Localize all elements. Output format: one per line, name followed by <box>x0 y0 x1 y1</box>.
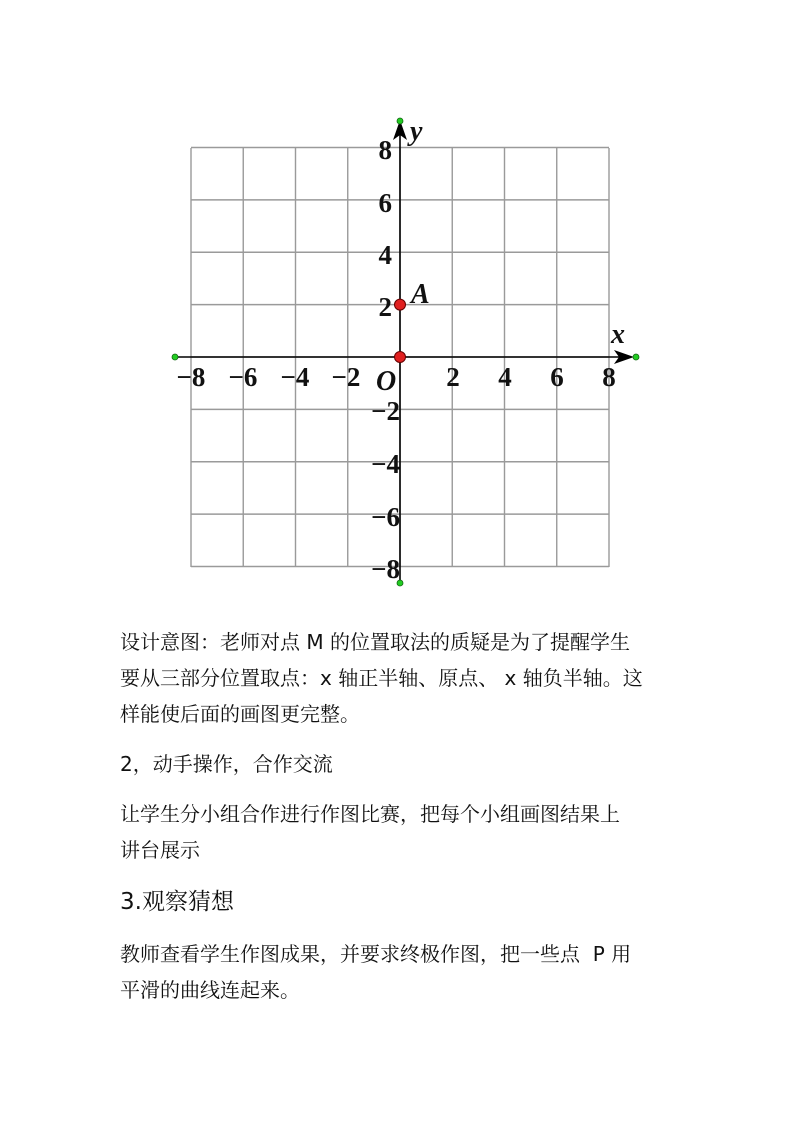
x-tick-label: −6 <box>228 362 258 392</box>
y-tick-label: −6 <box>371 502 400 532</box>
y-tick-label: −4 <box>371 449 400 479</box>
step-3-line-1: 教师查看学生作图成果，并要求终极作图，把一些点 P 用 <box>120 942 632 966</box>
design-intent-line-1: 设计意图：老师对点 M 的位置取法的质疑是为了提醒学生 <box>120 630 630 654</box>
point-a <box>395 299 406 310</box>
step-2-line-1: 让学生分小组合作进行作图比赛，把每个小组画图结果上 <box>120 802 620 826</box>
x-tick-label: −4 <box>280 362 310 392</box>
y-axis-top-handle <box>397 118 403 124</box>
step-3 <box>120 884 680 920</box>
step-2-line-2: 讲台展示 <box>120 838 200 862</box>
origin-point <box>395 352 406 363</box>
design-intent-line-2: 要从三部分位置取点：x 轴正半轴、原点、 x 轴负半轴。这 <box>120 666 643 690</box>
point-a-label: A <box>411 279 430 310</box>
origin-label: O <box>376 366 397 397</box>
y-tick-label: 2 <box>378 292 392 322</box>
design-intent-line-3: 样能使后面的画图更完整。 <box>120 702 360 726</box>
x-axis-label: x <box>611 319 625 350</box>
x-tick-label: 6 <box>550 362 564 392</box>
x-tick-label: 2 <box>446 362 460 392</box>
x-tick-label: 4 <box>498 362 512 392</box>
x-axis-start-handle <box>172 354 178 360</box>
body-text <box>120 624 680 732</box>
y-tick-label: −8 <box>371 554 400 584</box>
step-2-body <box>120 796 680 868</box>
axes <box>172 118 639 586</box>
y-tick-label: 6 <box>378 188 392 218</box>
y-tick-label: 4 <box>378 240 392 270</box>
step-2 <box>120 746 680 782</box>
y-axis-label: y <box>410 116 423 147</box>
x-tick-label: −8 <box>176 362 206 392</box>
step-3-line-2: 平滑的曲线连起来。 <box>120 978 300 1002</box>
x-axis-end-handle <box>633 354 639 360</box>
y-tick-label: −2 <box>371 396 400 426</box>
y-tick-label: 8 <box>378 135 392 165</box>
x-tick-label: 8 <box>602 362 616 392</box>
step-2-title: 2，动手操作，合作交流 <box>120 752 333 776</box>
step-3-heading: 3.观察猜想 <box>120 889 234 915</box>
step-3-body <box>120 936 680 1008</box>
x-tick-label: −2 <box>331 362 361 392</box>
